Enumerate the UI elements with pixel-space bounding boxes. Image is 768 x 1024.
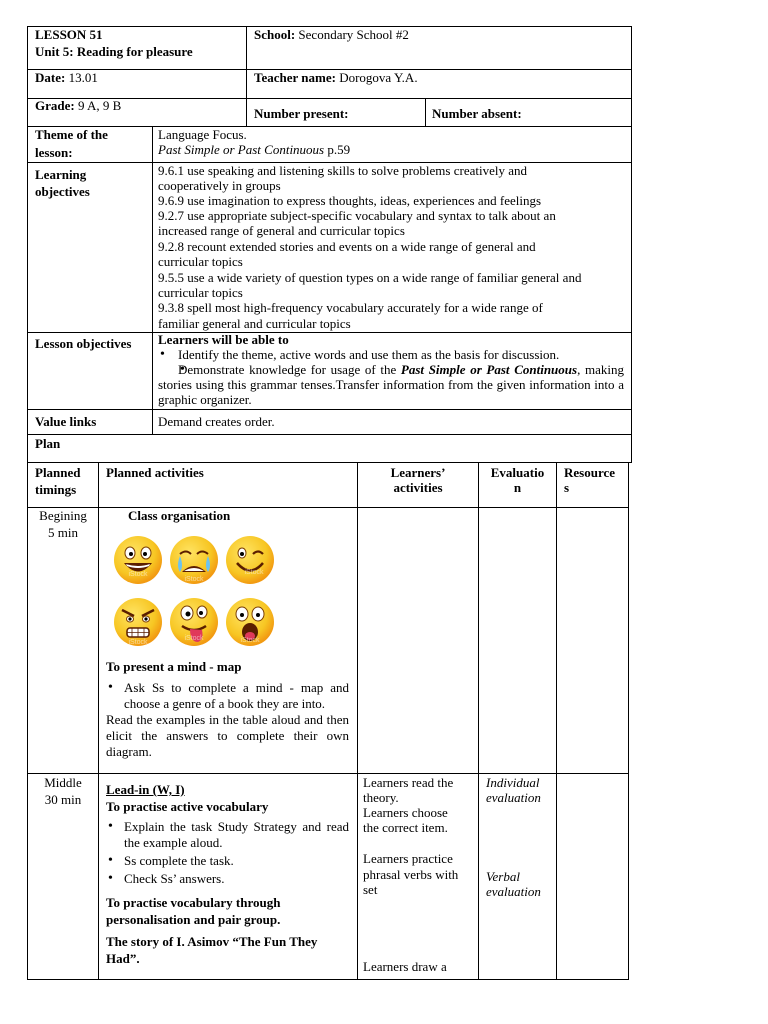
- learners-activity-line: set: [363, 882, 378, 897]
- teacher-value: Dorogova Y.A.: [339, 70, 418, 85]
- header-learners-line1: Learners’: [390, 465, 446, 480]
- theme-line2: [158, 142, 350, 157]
- school-label: School:: [254, 27, 296, 42]
- learning-objectives-label-line1: Learning: [35, 167, 87, 182]
- header-evaluation-line1: Evaluatio: [490, 465, 545, 480]
- date-label: Date:: [35, 70, 66, 85]
- evaluation-individual-line1: Individual: [486, 775, 540, 790]
- learners-activity-line: Learners choose: [363, 805, 448, 820]
- learning-objective-line: curricular topics: [158, 285, 243, 300]
- theme-line1: Language Focus.: [158, 127, 247, 142]
- vocab-title: To practise active vocabulary: [106, 799, 269, 814]
- learning-objective-line: 9.2.8 recount extended stories and events on a wide range of general and: [158, 239, 536, 254]
- number-absent-label: Number absent:: [432, 106, 522, 121]
- theme-label-line1: Theme of the: [35, 127, 108, 142]
- lead-in-title: Lead-in (W, I): [106, 782, 185, 797]
- learners-activity-line: Learners read the: [363, 775, 454, 790]
- vocab-bullets: [106, 819, 349, 887]
- tongue-out-face-icon: [168, 596, 220, 648]
- value-links-label: Value links: [35, 414, 97, 429]
- mind-map-text: Read the examples in the table aloud and then elicit the answers to complete their own diagram.: [106, 712, 349, 759]
- mind-map-instructions: [106, 680, 349, 760]
- grade-value: 9 A, 9 B: [77, 98, 122, 113]
- evaluation-individual-line2: evaluation: [486, 790, 541, 805]
- pair-practice-title: To practise vocabulary through personalisation and pair group.: [106, 895, 281, 927]
- learning-objectives-label-line2: objectives: [35, 184, 90, 199]
- lesson-objective-item: • Demonstrate knowledge for usage of the Past Simple or Past Continuous, making stories using this grammar tenses.Transfer information from the given information into a graphic organizer.: [158, 362, 624, 407]
- learners-activity-line: Learners draw a: [363, 959, 447, 974]
- watermark-text: iStock: [184, 576, 204, 583]
- row1-timing-line1: Begining: [39, 508, 87, 523]
- row1-timing-line2: 5 min: [48, 525, 78, 540]
- header-activities: Planned activities: [106, 465, 204, 480]
- header-timings-line1: Planned: [35, 465, 81, 480]
- learning-objective-line: increased range of general and curricular topics: [158, 223, 405, 238]
- header-evaluation-line2: n: [513, 480, 522, 495]
- evaluation-verbal-line2: evaluation: [486, 884, 541, 899]
- watermark-text: iStock: [128, 571, 148, 578]
- learning-objective-line: cooperatively in groups: [158, 178, 281, 193]
- watermark-text: iStock: [244, 569, 264, 576]
- vocab-bullet: • Explain the task Study Strategy and read the example aloud.: [106, 819, 349, 851]
- laughing-face-icon: [112, 534, 164, 586]
- winking-face-icon: [224, 534, 276, 586]
- plan-label: Plan: [35, 436, 61, 451]
- learners-activity-line: the correct item.: [363, 820, 448, 835]
- header-learners-line2: activities: [393, 480, 443, 495]
- lesson-objective-tense: Past Simple or Past Continuous: [400, 362, 578, 377]
- learning-objective-line: 9.6.1 use speaking and listening skills to solve problems creatively and: [158, 163, 527, 178]
- watermark-text: iStock: [128, 639, 148, 646]
- date-value: 13.01: [68, 70, 98, 85]
- crying-face-icon: [168, 534, 220, 586]
- unit-title: Unit 5: Reading for pleasure: [35, 44, 193, 59]
- learning-objective-line: 9.3.8 spell most high-frequency vocabulary accurately for a wide range of: [158, 300, 543, 315]
- lesson-number: LESSON 51: [35, 27, 103, 42]
- mind-map-title: To present a mind - map: [106, 659, 242, 674]
- learning-objective-line: curricular topics: [158, 254, 243, 269]
- mind-map-bullet: • Ask Ss to complete a mind - map and choose a genre of a book they are into.: [106, 680, 349, 712]
- learners-activity-line: phrasal verbs with: [363, 867, 459, 882]
- vocab-bullet: • Check Ss’ answers.: [106, 871, 349, 887]
- story-title: The story of I. Asimov “The Fun They Had”.: [106, 934, 318, 966]
- header-timings-line2: timings: [35, 482, 77, 497]
- learning-objective-line: familiar general and curricular topics: [158, 316, 351, 331]
- watermark-text: iStock: [240, 637, 260, 644]
- value-links-value: Demand creates order.: [158, 414, 275, 429]
- school-value: Secondary School #2: [298, 27, 409, 42]
- vocab-bullet: • Ss complete the task.: [106, 853, 349, 869]
- header-resources-line1: Resource: [564, 465, 616, 480]
- learners-activity-line: Learners practice: [363, 851, 453, 866]
- watermark-text: iStock: [184, 635, 204, 642]
- lesson-objectives-intro: Learners will be able to: [158, 332, 289, 347]
- school-field: [254, 27, 409, 42]
- teacher-field: [254, 70, 418, 85]
- learning-objective-line: 9.5.5 use a wide variety of question types on a wide range of familiar general and: [158, 270, 582, 285]
- lesson-objectives-label: Lesson objectives: [35, 336, 132, 351]
- evaluation-verbal-line1: Verbal: [486, 869, 520, 884]
- header-resources-line2: s: [564, 480, 570, 495]
- lesson-objective-item: • Identify the theme, active words and use them as the basis for discussion.: [158, 347, 624, 362]
- date-field: [35, 70, 98, 85]
- row2-timing-line1: Middle: [44, 775, 82, 790]
- theme-tense: Past Simple or Past Continuous: [158, 142, 325, 157]
- theme-page: p.59: [324, 142, 351, 157]
- learning-objective-line: 9.6.9 use imagination to express thoughts, ideas, experiences and feelings: [158, 193, 542, 208]
- grade-label: Grade:: [35, 98, 75, 113]
- angry-face-icon: [112, 596, 164, 648]
- number-present-label: Number present:: [254, 106, 349, 121]
- theme-label-line2: lesson:: [35, 145, 73, 160]
- row2-timing-line2: 30 min: [44, 792, 82, 807]
- learners-activity-line: theory.: [363, 790, 399, 805]
- lesson-objectives-list: [158, 347, 624, 407]
- teacher-label: Teacher name:: [254, 70, 336, 85]
- shocked-face-icon: [224, 596, 276, 648]
- learning-objective-line: 9.2.7 use appropriate subject-specific vocabulary and syntax to talk about an: [158, 208, 556, 223]
- class-organisation-title: Class organisation: [128, 508, 231, 523]
- grade-field: [35, 98, 121, 113]
